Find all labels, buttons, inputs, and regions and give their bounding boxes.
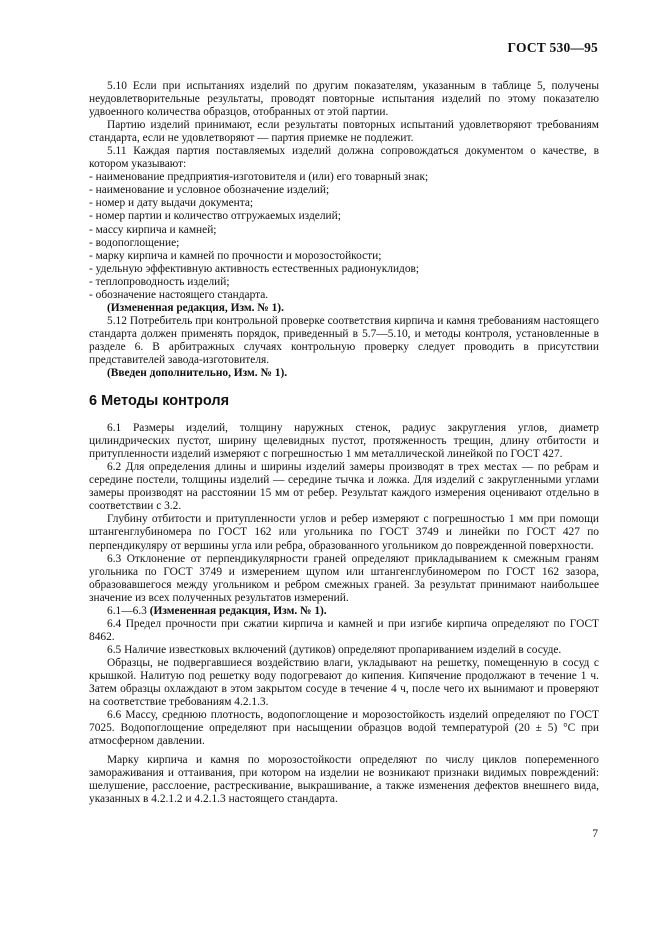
paragraph-5-10: 5.10 Если при испытаниях изделий по другим показателям, указанным в таблице 5, получены неудовлетворительные результаты, проводят повторные испытания изделий по этому показателю удвоенного количества образцов, отобранных от этой партии. bbox=[89, 80, 599, 119]
list-item: - обозначение настоящего стандарта. bbox=[89, 288, 269, 301]
paragraph-6-1: 6.1 Размеры изделий, толщину наружных стенок, радиус закругления углов, диаметр цилиндрических пустот, ширину щелевидных пустот, протяженность трещин, длину отбитости и притупленности изделий измеряют с погрешностью 1 мм металлической линейкой по ГОСТ 427. bbox=[89, 422, 599, 461]
list-item: - наименование предприятия-изготовителя и (или) его товарный знак; bbox=[89, 171, 429, 184]
paragraph-5-12: 5.12 Потребитель при контрольной проверке соответствия кирпича и камня требованиям настоящего стандарта должен применять порядок, приведенный в 5.7—5.10, и методы контроля, установленные в разделе 6. В арбитражных случаях контрольную проверку следует проводить в присутствии представителей завода-изготовителя. bbox=[89, 314, 599, 366]
list-item: - теплопроводность изделий; bbox=[89, 275, 230, 288]
page-body bbox=[89, 80, 599, 806]
paragraph-6-5-continuation: Образцы, не подвергавшиеся воздействию влаги, укладывают на решетку, помещенную в сосуд с крышкой. Налитую под решетку воду подогревают до кипения. Кипячение продолжают в течение 1 ч. Затем образцы охлаждают в этом закрытом сосуде в течение 4 ч, после чего их вынимают и проверяют на соответствие требованиям 4.2.1.3. bbox=[89, 656, 599, 709]
list-item: - водопоглощение; bbox=[89, 236, 180, 249]
paragraph-6-5: 6.5 Наличие известковых включений (дутиков) определяют пропариванием изделий в сосуде. bbox=[107, 643, 562, 656]
list-item: - номер и дату выдачи документа; bbox=[89, 197, 254, 210]
page-number: 7 bbox=[592, 828, 598, 840]
note-text: (Измененная редакция, Изм. № 1). bbox=[149, 604, 327, 617]
paragraph-6-2-continuation: Глубину отбитости и притупленности углов и ребер измеряют с погрешностью 1 мм при помощи штангенглубиномера по ГОСТ 162 или угольника по ГОСТ 3749 и линейки по ГОСТ 427 по перпендикуляру от вершины угла или ребра, образованного угольником до поврежденной поверхности. bbox=[89, 513, 599, 552]
paragraph-5-11: 5.11 Каждая партия поставляемых изделий должна сопровождаться документом о качестве, в котором указывают: bbox=[89, 145, 599, 171]
paragraph-5-10-continuation: Партию изделий принимают, если результаты повторных испытаний удовлетворяют требованиям стандарта, если не удовлетворяют — партия приемке не подлежит. bbox=[89, 119, 599, 145]
section-heading: 6 Методы контроля bbox=[89, 393, 230, 410]
list-item: - номер партии и количество отгружаемых изделий; bbox=[89, 210, 341, 223]
amendment-note: (Введен дополнительно, Изм. № 1). bbox=[107, 367, 288, 380]
list-item: - удельную эффективную активность естественных радионуклидов; bbox=[89, 262, 420, 275]
paragraph-6-3: 6.3 Отклонение от перпендикулярности граней определяют прикладыванием к смежным граням угольника по ГОСТ 3749 и измерением щупом или штангенглубиномером по ГОСТ 162 зазора, образовавшегося между угольником и ребром смежных граней. За результат принимают наибольшее значение из всех полученных результатов измерений. bbox=[89, 552, 599, 604]
paragraph-6-4: 6.4 Предел прочности при сжатии кирпича и камней и при изгибе кирпича определяют по ГОСТ 8462. bbox=[89, 617, 599, 643]
paragraph-6-6: 6.6 Массу, среднюю плотность, водопоглощение и морозостойкость изделий определяют по ГОСТ 7025. Водопоглощение определяют при насыщении образцов водой температурой (20 ± 5) °С при атмосферном давлении. bbox=[89, 709, 599, 748]
paragraph-6-2: 6.2 Для определения длины и ширины изделий замеры производят в трех местах — по ребрам и середине постели, толщины изделий — середине тычка и ложка. Для изделий с закругленными углами замеры производят на расстоянии 15 мм от ребер. Результат каждого измерения оценивают отдельно в соответствии с 3.2. bbox=[89, 461, 599, 513]
amendment-note bbox=[89, 605, 599, 618]
quality-document-list bbox=[89, 171, 599, 301]
list-item: - марку кирпича и камней по прочности и морозостойкости; bbox=[89, 249, 382, 262]
note-reference: 6.1—6.3 bbox=[107, 604, 150, 617]
list-item: - массу кирпича и камней; bbox=[89, 223, 217, 236]
paragraph-6-6-continuation: Марку кирпича и камня по морозостойкости определяют по числу циклов попеременного замораживания и оттаивания, при котором на изделии не возникают признаки видимых повреждений: шелушение, расслоение, растрескивание, выкрашивание, а также изменения дефектов внешнего вида, указанных в 4.2.1.2 и 4.2.1.3 настоящего стандарта. bbox=[89, 754, 599, 806]
list-item: - наименование и условное обозначение изделий; bbox=[89, 184, 330, 197]
amendment-note: (Измененная редакция, Изм. № 1). bbox=[107, 301, 284, 314]
standard-code-header: ГОСТ 530—95 bbox=[507, 40, 598, 55]
